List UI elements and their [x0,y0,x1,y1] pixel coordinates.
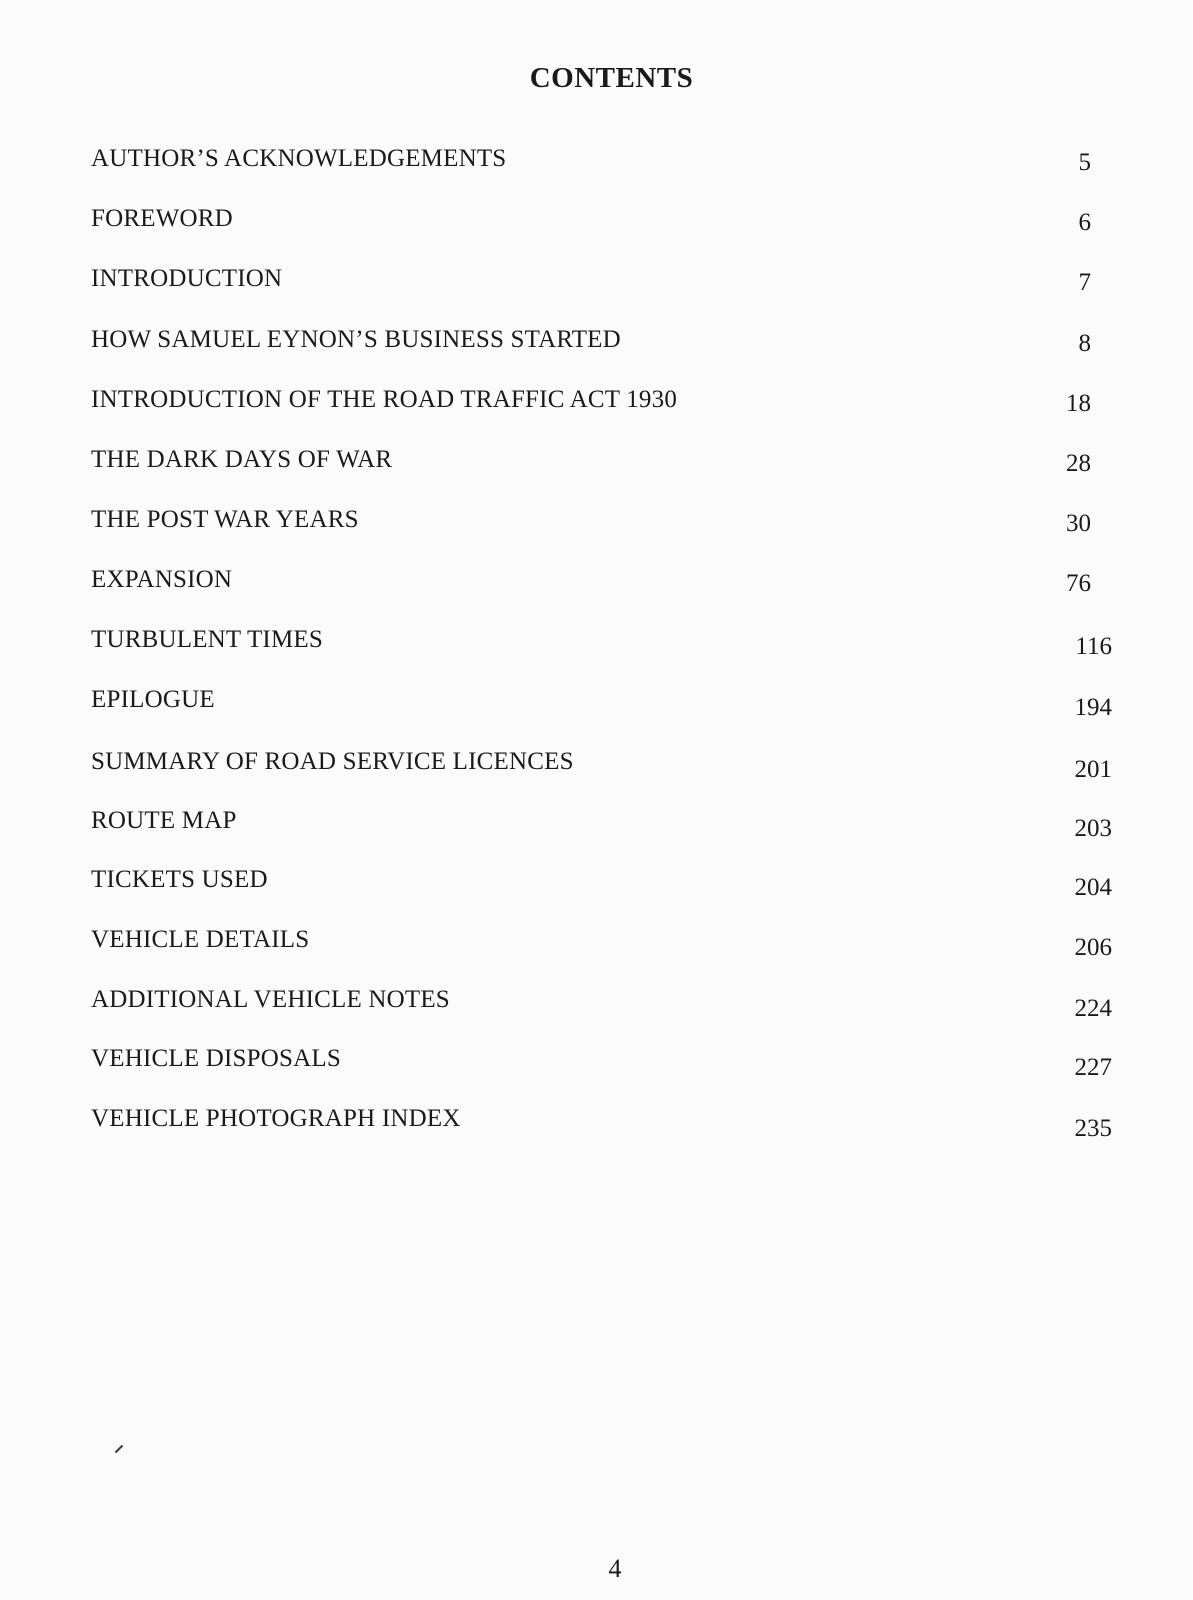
toc-entry [91,1105,1112,1145]
toc-entry-page: 6 [1078,209,1091,236]
toc-entry [91,748,1112,788]
toc-entry-page: 227 [1074,1054,1112,1081]
toc-entry-title: VEHICLE PHOTOGRAPH INDEX [91,1105,461,1132]
toc-entry [91,986,1112,1026]
toc-entry-page: 18 [1066,390,1091,417]
toc-entry [91,326,1091,366]
toc-entry-page: 235 [1074,1115,1112,1142]
toc-entry-title: INTRODUCTION [91,265,283,292]
toc-entry-page: 76 [1066,570,1091,597]
toc-entry [91,205,1091,245]
toc-entry [91,566,1091,606]
toc-entry-title: EPILOGUE [91,686,215,713]
toc-entry-title: ADDITIONAL VEHICLE NOTES [91,986,450,1013]
page-number: 4 [608,1554,622,1583]
toc-entry-page: 116 [1075,633,1112,660]
toc-entry-title: THE POST WAR YEARS [91,506,359,533]
toc-entry-title: TICKETS USED [91,866,268,893]
toc-entry-title: HOW SAMUEL EYNON’S BUSINESS STARTED [91,326,621,353]
toc-entry [91,626,1112,666]
toc-entry-page: 8 [1078,330,1091,357]
toc-entry-page: 28 [1066,450,1091,477]
toc-entry-page: 7 [1078,269,1091,296]
toc-entry-title: VEHICLE DETAILS [91,926,310,953]
contents-heading: CONTENTS [529,62,694,94]
toc-entry [91,265,1091,305]
toc-entry-title: INTRODUCTION OF THE ROAD TRAFFIC ACT 1930 [91,386,678,413]
toc-entry [91,926,1112,966]
toc-entry-page: 30 [1066,510,1091,537]
toc-entry [91,386,1091,426]
toc-entry [91,807,1112,847]
toc-entry-title: FOREWORD [91,205,233,232]
toc-entry-page: 206 [1074,934,1112,961]
toc-entry-title: SUMMARY OF ROAD SERVICE LICENCES [91,748,574,775]
toc-entry [91,145,1091,185]
toc-entry-title: THE DARK DAYS OF WAR [91,446,393,473]
toc-entry [91,686,1112,726]
toc-entry [91,1045,1112,1085]
toc-entry-page: 204 [1074,874,1112,901]
toc-entry [91,506,1091,546]
toc-entry-page: 224 [1074,995,1112,1022]
toc-entry [91,446,1091,486]
toc-entry-page: 5 [1078,149,1091,176]
toc-entry-title: AUTHOR’S ACKNOWLEDGEMENTS [91,145,507,172]
toc-entry-title: EXPANSION [91,566,233,593]
toc-entry-title: TURBULENT TIMES [91,626,323,653]
toc-entry [91,866,1112,906]
toc-entry-page: 194 [1074,694,1112,721]
toc-entry-title: VEHICLE DISPOSALS [91,1045,341,1072]
toc-entry-page: 203 [1074,815,1112,842]
toc-entry-page: 201 [1074,756,1112,783]
toc-entry-title: ROUTE MAP [91,807,237,834]
